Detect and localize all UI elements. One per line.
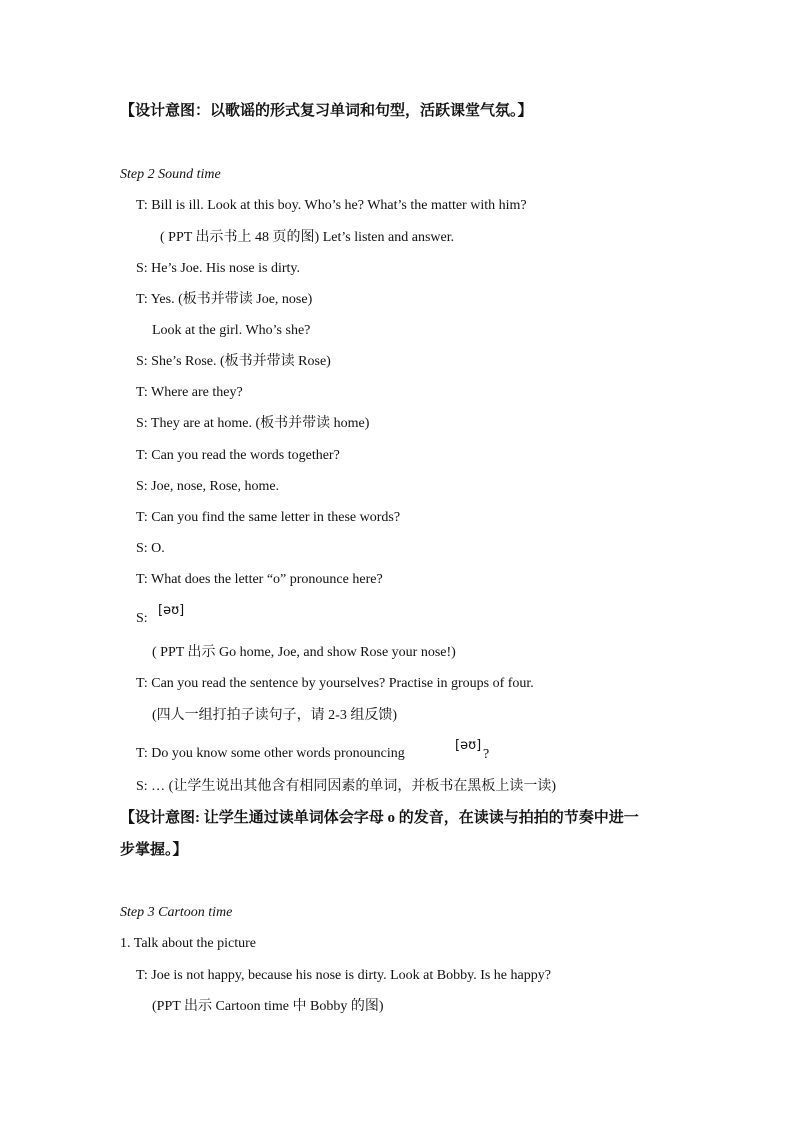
- dialogue-line: T: Joe is not happy, because his nose is dirty. Look at Bobby. Is he happy?: [136, 968, 551, 983]
- design-intent-heading: 【设计意图：以歌谣的形式复习单词和句型，活跃课堂气氛。】: [120, 103, 533, 119]
- dialogue-line: S:: [136, 611, 148, 626]
- dialogue-line: (PPT 出示 Cartoon time 中 Bobby 的图): [152, 999, 384, 1014]
- dialogue-line: T: Do you know some other words pronouncing: [136, 746, 405, 761]
- dialogue-line: T: Bill is ill. Look at this boy. Who’s he? What’s the matter with him?: [136, 198, 527, 213]
- dialogue-line: T: What does the letter “o” pronounce here?: [136, 572, 383, 587]
- dialogue-line: S: He’s Joe. His nose is dirty.: [136, 261, 300, 276]
- dialogue-line: ( PPT 出示书上 48 页的图) Let’s listen and answer.: [160, 230, 455, 245]
- step-3-title: Step 3 Cartoon time: [120, 905, 233, 920]
- list-item: 1. Talk about the picture: [120, 936, 257, 951]
- dialogue-line: T: Can you read the words together?: [136, 448, 340, 463]
- dialogue-line: Look at the girl. Who’s she?: [152, 323, 311, 338]
- dialogue-line: T: Yes. (板书并带读 Joe, nose): [136, 292, 313, 307]
- dialogue-line: T: Can you find the same letter in these words?: [136, 510, 401, 525]
- dialogue-line: S: Joe, nose, Rose, home.: [136, 479, 280, 494]
- dialogue-line: S: They are at home. (板书并带读 home): [136, 416, 370, 431]
- dialogue-line: T: Can you read the sentence by yourselves? Practise in groups of four.: [136, 676, 534, 691]
- ipa-symbol: [əʊ]: [455, 738, 482, 753]
- dialogue-line: T: Where are they?: [136, 385, 243, 400]
- step-2-title: Step 2 Sound time: [120, 167, 221, 182]
- dialogue-line: S: She’s Rose. (板书并带读 Rose): [136, 354, 331, 369]
- dialogue-line: ( PPT 出示 Go home, Joe, and show Rose your nose!): [152, 645, 456, 660]
- dialogue-line: (四人一组打拍子读句子，请 2-3 组反馈): [152, 708, 397, 723]
- design-intent-heading: 步掌握。】: [120, 842, 188, 858]
- design-intent-heading: 【设计意图: 让学生通过读单词体会字母 o 的发音，在读读与拍拍的节奏中进一: [120, 810, 639, 826]
- question-mark: ?: [483, 747, 490, 762]
- dialogue-line: S: O.: [136, 541, 165, 556]
- dialogue-line: S: … (让学生说出其他含有相同因素的单词，并板书在黑板上读一读): [136, 779, 556, 794]
- ipa-symbol: [əʊ]: [158, 603, 185, 618]
